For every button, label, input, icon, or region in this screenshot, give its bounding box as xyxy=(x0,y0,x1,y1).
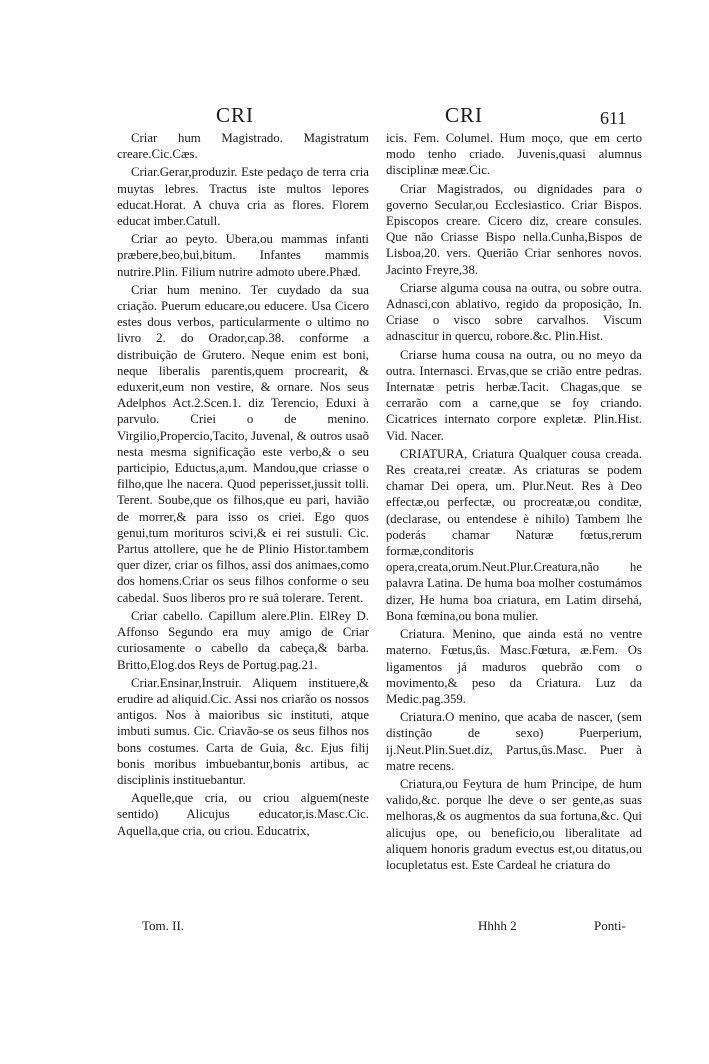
entry: Criar.Gerar,produzir. Este pedaço de terra cria muytas lebres. Tractus iste multos lepores educat.Horat. A chuva cria as flores. Florem educat imber.Catull. xyxy=(117,165,369,229)
left-column xyxy=(117,130,369,841)
entry: icis. Fem. Columel. Hum moço, que em certo modo tenho criado. Juvenis,quasi alumnus disciplinæ meæ.Cic. xyxy=(386,131,642,178)
running-head-right: CRI xyxy=(445,103,484,127)
volume-label: Tom. II. xyxy=(142,918,185,933)
entry: Criar ao peyto. Ubera,ou mammas infanti præbere,beo,bui,bitum. Infantes mammis nutrire.Plin. Filium nutrire admoto ubere.Phæd. xyxy=(117,232,369,279)
entry: Criarse alguma cousa na outra, ou sobre outra. Adnasci,con ablativo, regido da proposição, In. Criase o visco sobre carvalhos. Viscum adnascitur in quercu, robore.&c. Plin.Hist. xyxy=(386,280,642,344)
entry: CRIATURA, Criatura Qualquer cousa creada. Res creata,rei creatæ. As criaturas se podem chamar Dei opera, um. Plur.Neut. Res à Deo effectæ,ou perfectæ, ou procreatæ,ou conditæ, (declarase, ou entendese è nihilo) Tambem lhe poderás chamar Naturæ fœtus,rerum formæ,conditoris opera,creata,orum.Neut.Plur.Creatura,não he palavra Latina. De huma boa molher costumámos dizer, He huma boa criatura, em Latim dirsehá, Bona fœmina,ou bona mulier. xyxy=(386,446,642,623)
right-column xyxy=(386,130,642,875)
entry: Criatura.O menino, que acaba de nascer, (sem distinção de sexo) Puerperium, ij.Neut.Plin.Suet.diz, Partus,ûs.Masc. Puer à matre recens. xyxy=(386,710,642,773)
entry: Criar hum menino. Ter cuydado da sua criação. Puerum educare,ou educere. Usa Cicero estes dous verbos, particularmente o ultimo no livro 2. do Orador,cap.38. conforme a distribuição de Grutero. Neque enim est boni, neque liberalis parentis,quem procrearit, & eduxerit,eum non vestire, & ornare. Nos seus Adelphos Act.2.Scen.1. diz Terencio, Eduxi à parvulo. Criei o de menino. Virgilio,Propercio,Tacito, Juvenal, & outros usaõ nesta mesma significação este verbo,& o seu participio, Eductus,a,um. Mandou,que criasse o filho,que lhe nacera. Quod peperisset,jussit tolli. Terent. Soube,que os filhos,que eu pari, havião de morrer,& para isso os criei. Ego quos genui,tum morituros scivi,& ei rei sustuli. Cic. Partus attollere, que he de Plinio Histor.tambem quer dizer, criar os filhos, assi dos animaes,como dos homens.Criar os seus filhos conforme o seu cabedal. Suos liberos pro re suâ tolerare. Terent. xyxy=(117,282,369,605)
signature-mark: Hhhh 2 xyxy=(478,918,517,933)
entry: Criar Magistrados, ou dignidades para o governo Secular,ou Ecclesiastico. Criar Bispos. Episcopos creare. Cicero diz, creare consules. Que não Criasse Bispo nella.Cunha,Bispos de Lisboa,20. vers. Querião Criar senhores novos. Jacinto Freyre,38. xyxy=(386,181,642,277)
entry: Criar cabello. Capillum alere.Plin. ElRey D. Affonso Segundo era muy amigo de Criar curiosamente o cabello da cabeça,& barba. Britto,Elog.dos Reys de Portug.pag.21. xyxy=(117,608,369,672)
running-head-left: CRI xyxy=(216,103,255,127)
entry: Criar.Ensinar,Instruir. Aliquem instituere,& erudire ad aliquid.Cic. Assi nos criarão os nossos antigos. Nos à maioribus sic instituti, atque imbuti sumus. Cic. Criavão-se os seus filhos nos bons costumes. Carta de Guia, &c. Ejus filij bonis moribus imbuebantur,bonis artibus, ac disciplinis instituebantur. xyxy=(117,675,369,787)
entry: Criatura,ou Feytura de hum Principe, de hum valido,&c. porque lhe deve o ser gente,as suas melhoras,& os augmentos da sua fortuna,&c. Qui alicujus ope, ou beneficio,ou liberalitate ad aliquem honoris gradum evectus est,ou ditatus,ou locupletatus est. Este Cardeal he criatura do xyxy=(386,776,642,872)
entry: Criarse huma cousa na outra, ou no meyo da outra. Internasci. Ervas,que se crião entre pedras. Internatæ petris herbæ.Tacit. Chagas,que se cerrarão com a carne,que se foy criando. Cicatrices internato corpore expletæ. Plin.Hist. Vid. Nacer. xyxy=(386,347,642,443)
catchword: Ponti- xyxy=(594,918,626,933)
entry: Aquelle,que cria, ou criou alguem(neste sentido) Alicujus educator,is.Masc.Cic. Aquella,que cria, ou criou. Educatrix, xyxy=(117,791,369,838)
entry: Criar hum Magistrado. Magistratum creare.Cic.Cæs. xyxy=(117,131,369,162)
entry: Criatura. Menino, que ainda está no ventre materno. Fœtus,ûs. Masc.Fœtura, æ.Fem. Os ligamentos já maduros quebrão com o movimento,& peso da Criatura. Luz da Medic.pag.359. xyxy=(386,627,642,706)
page-number: 611 xyxy=(600,108,627,128)
